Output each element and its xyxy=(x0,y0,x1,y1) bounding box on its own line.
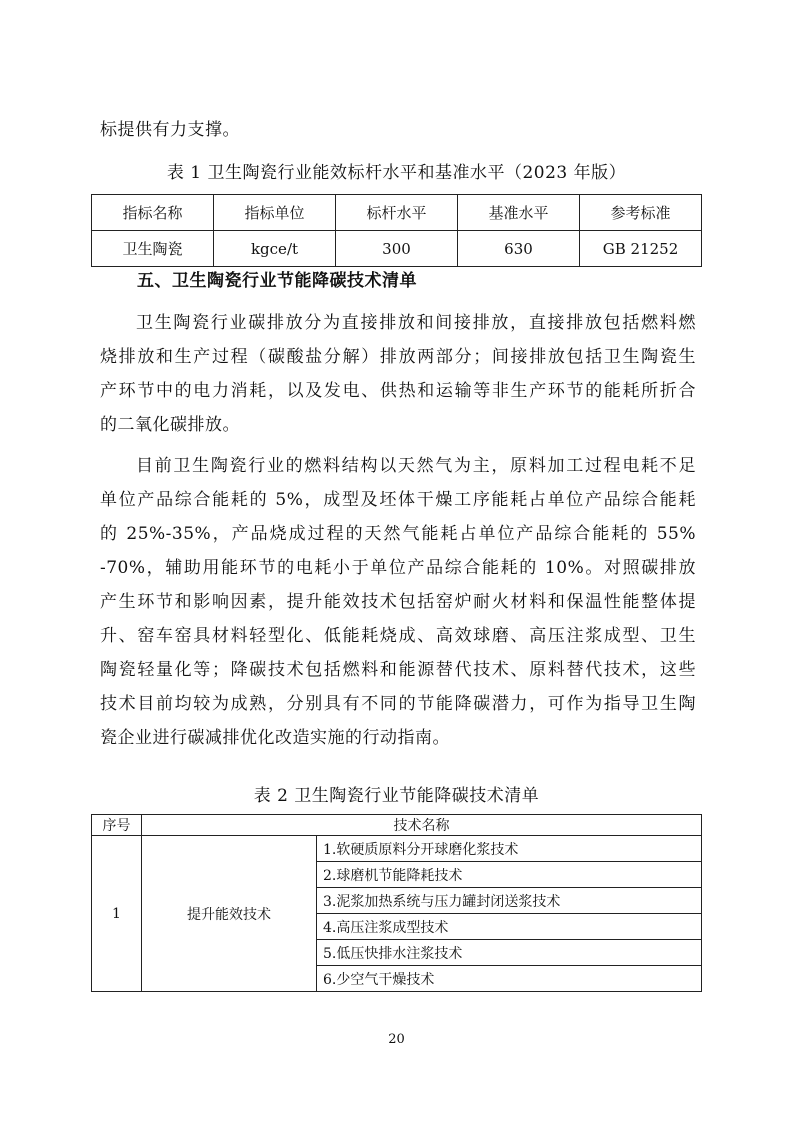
table-cell: kgce/t xyxy=(214,231,336,267)
paragraph-line: 产生环节和影响因素，提升能效技术包括窑炉耐火材料和保温性能整体提 xyxy=(100,592,696,612)
benchmark-table xyxy=(91,194,702,267)
technology-item: 4.高压注浆成型技术 xyxy=(317,914,702,940)
technology-list-table xyxy=(91,814,702,992)
table-header-cell: 基准水平 xyxy=(458,195,580,231)
table-header-cell: 指标单位 xyxy=(214,195,336,231)
table-header-cell: 序号 xyxy=(92,815,142,836)
paragraph-line: 陶瓷轻量化等；降碳技术包括燃料和能源替代技术、原料替代技术，这些 xyxy=(100,660,696,680)
paragraph-line: 瓷企业进行碳减排优化改造实施的行动指南。 xyxy=(100,728,450,748)
table-header-row xyxy=(92,195,702,231)
table-header-row xyxy=(92,815,702,836)
section-heading: 五、卫生陶瓷行业节能降碳技术清单 xyxy=(137,271,417,291)
continuation-text: 标提供有力支撑。 xyxy=(100,120,240,140)
category-cell: 提升能效技术 xyxy=(142,836,317,992)
table2-caption: 表 2 卫生陶瓷行业节能降碳技术清单 xyxy=(253,786,540,806)
paragraph-line: 烧排放和生产过程（碳酸盐分解）排放两部分；间接排放包括卫生陶瓷生 xyxy=(100,347,696,367)
table-cell: GB 21252 xyxy=(580,231,702,267)
table-cell: 卫生陶瓷 xyxy=(92,231,214,267)
paragraph-line: 升、窑车窑具材料轻型化、低能耗烧成、高效球磨、高压注浆成型、卫生 xyxy=(100,626,696,646)
paragraph-line: 单位产品综合能耗的 5%，成型及坯体干燥工序能耗占单位产品综合能耗 xyxy=(100,490,696,510)
table-row xyxy=(92,836,702,862)
table-cell: 630 xyxy=(458,231,580,267)
table-header-cell: 标杆水平 xyxy=(336,195,458,231)
paragraph-line: 目前卫生陶瓷行业的燃料结构以天然气为主，原料加工过程电耗不足 xyxy=(136,456,696,476)
table-header-cell: 指标名称 xyxy=(92,195,214,231)
paragraph-line: 的二氧化碳排放。 xyxy=(100,415,240,435)
table-row xyxy=(92,231,702,267)
table-cell: 300 xyxy=(336,231,458,267)
paragraph-line: 卫生陶瓷行业碳排放分为直接排放和间接排放，直接排放包括燃料燃 xyxy=(136,313,696,333)
paragraph-line: 产环节中的电力消耗，以及发电、供热和运输等非生产环节的能耗所折合 xyxy=(100,381,696,401)
page-number: 20 xyxy=(388,1032,405,1047)
table-header-cell: 参考标准 xyxy=(580,195,702,231)
technology-item: 6.少空气干燥技术 xyxy=(317,966,702,992)
paragraph-line: -70%，辅助用能环节的电耗小于单位产品综合能耗的 10%。对照碳排放 xyxy=(100,558,696,578)
table1-caption: 表 1 卫生陶瓷行业能效标杆水平和基准水平（2023 年版） xyxy=(166,163,627,183)
technology-item: 5.低压快排水注浆技术 xyxy=(317,940,702,966)
technology-item: 1.软硬质原料分开球磨化浆技术 xyxy=(317,836,702,862)
technology-item: 3.泥浆加热系统与压力罐封闭送浆技术 xyxy=(317,888,702,914)
paragraph-line: 的 25%-35%，产品烧成过程的天然气能耗占单位产品综合能耗的 55% xyxy=(100,524,696,544)
paragraph-line: 技术目前均较为成熟，分别具有不同的节能降碳潜力，可作为指导卫生陶 xyxy=(100,694,696,714)
technology-item: 2.球磨机节能降耗技术 xyxy=(317,862,702,888)
table-header-cell: 技术名称 xyxy=(142,815,702,836)
seq-cell: 1 xyxy=(92,836,142,992)
